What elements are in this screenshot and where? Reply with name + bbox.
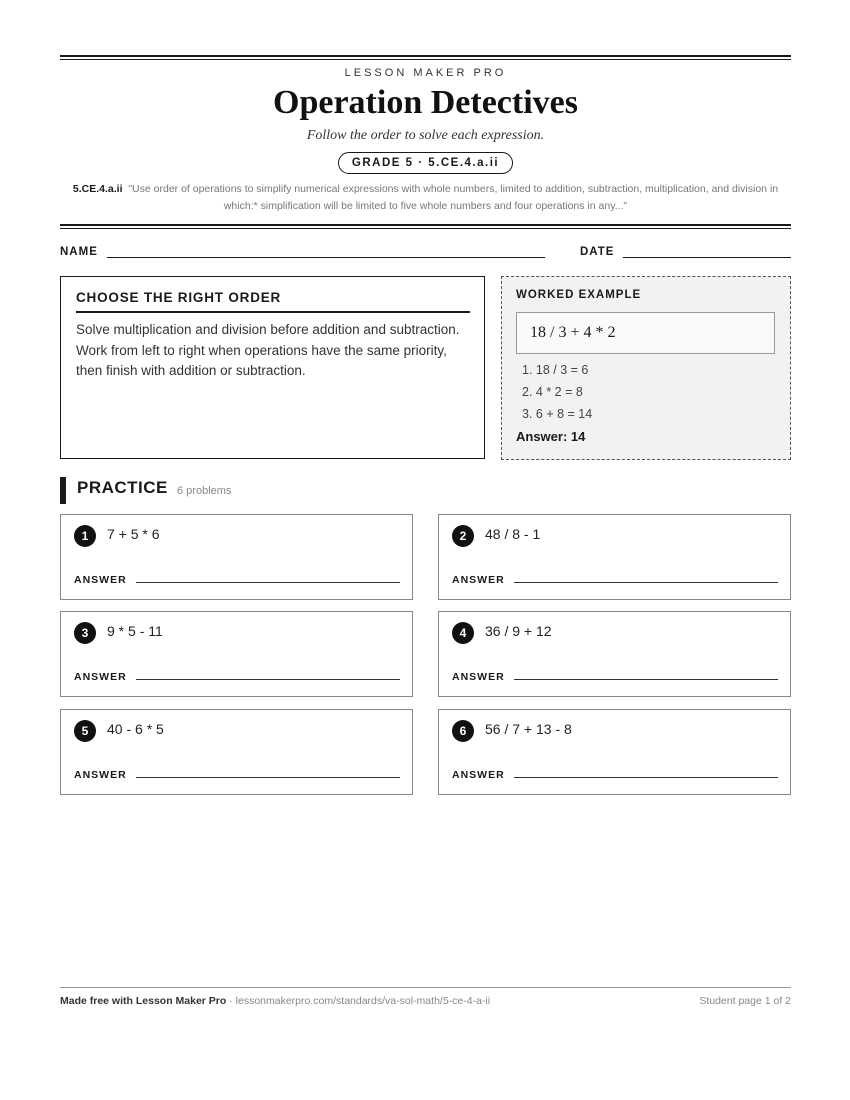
brand-label: LESSON MAKER PRO	[344, 67, 507, 79]
worksheet-subtitle: Follow the order to solve each expression.	[306, 128, 545, 143]
problem-number-badge: 5	[74, 720, 96, 742]
answer-label: ANSWER	[452, 574, 505, 586]
worksheet-title: Operation Detectives	[273, 84, 578, 121]
answer-label: ANSWER	[74, 671, 127, 683]
problem-expression: 7 + 5 * 6	[107, 526, 160, 542]
footer-url[interactable]: lessonmakerpro.com/standards/va-sol-math/5-ce-4-a-ii	[235, 995, 491, 1007]
problem-expression: 56 / 7 + 13 - 8	[485, 721, 572, 737]
problem-card	[60, 514, 413, 600]
worked-example-steps	[522, 359, 592, 425]
worked-example-label: WORKED EXAMPLE	[516, 289, 642, 301]
header-top-rule	[60, 55, 791, 60]
answer-field[interactable]	[136, 582, 400, 583]
rule-box-body: Solve multiplication and division before addition and subtraction. Work from left to right when operations have the same priority, then finish with addition or subtraction.	[76, 322, 460, 378]
date-field[interactable]	[623, 257, 791, 258]
problem-card	[438, 611, 791, 697]
problem-expression: 48 / 8 - 1	[485, 526, 541, 542]
worked-example-step: 3. 6 + 8 = 14	[522, 407, 593, 421]
grade-badge: GRADE 5 · 5.CE.4.a.ii	[338, 152, 513, 174]
problem-card	[438, 709, 791, 795]
problem-number-badge: 1	[74, 525, 96, 547]
practice-accent-bar	[60, 477, 66, 504]
standard-description	[60, 181, 791, 215]
standard-code: 5.CE.4.a.ii	[72, 183, 123, 195]
footer-made-with: Made free with Lesson Maker Pro	[60, 995, 227, 1007]
worksheet-page	[60, 0, 791, 1100]
footer-credit	[60, 995, 490, 1007]
problem-expression: 36 / 9 + 12	[485, 623, 552, 639]
worked-example-step: 1. 18 / 3 = 6	[522, 363, 589, 377]
practice-count: 6 problems	[177, 485, 232, 497]
worked-example-expression: 18 / 3 + 4 * 2	[516, 312, 775, 354]
problem-card	[60, 611, 413, 697]
footer-page-label: Student page 1 of 2	[699, 995, 791, 1007]
answer-field[interactable]	[136, 777, 400, 778]
problem-number-badge: 4	[452, 622, 474, 644]
answer-field[interactable]	[514, 582, 778, 583]
grade-badge-wrap	[60, 152, 791, 174]
answer-label: ANSWER	[74, 574, 127, 586]
problem-expression: 40 - 6 * 5	[107, 721, 164, 737]
answer-field[interactable]	[136, 679, 400, 680]
footer-separator: ·	[226, 995, 236, 1007]
answer-label: ANSWER	[74, 769, 127, 781]
answer-field[interactable]	[514, 679, 778, 680]
problem-expression: 9 * 5 - 11	[107, 623, 163, 639]
worked-example-answer: Answer: 14	[516, 429, 586, 444]
worked-example-box	[501, 276, 791, 460]
answer-label: ANSWER	[452, 769, 505, 781]
problem-card	[60, 709, 413, 795]
standard-text: "Use order of operations to simplify numerical expressions with whole numbers, limited to addition, subtraction, multiplication, and division in which:* simplification will be limited to five whole numbers and four operations in any..."	[128, 183, 779, 212]
header-bottom-rule	[60, 224, 791, 229]
date-label: DATE	[580, 246, 615, 258]
practice-title: PRACTICE	[77, 478, 168, 497]
answer-field[interactable]	[514, 777, 778, 778]
problem-number-badge: 3	[74, 622, 96, 644]
problem-number-badge: 2	[452, 525, 474, 547]
answer-label: ANSWER	[452, 671, 505, 683]
rule-box-heading: CHOOSE THE RIGHT ORDER	[76, 290, 470, 313]
footer-rule	[60, 987, 791, 988]
worked-example-step: 2. 4 * 2 = 8	[522, 385, 583, 399]
name-label: NAME	[60, 246, 98, 258]
problem-card	[438, 514, 791, 600]
problem-number-badge: 6	[452, 720, 474, 742]
rule-box	[60, 276, 485, 459]
name-field[interactable]	[107, 257, 545, 258]
